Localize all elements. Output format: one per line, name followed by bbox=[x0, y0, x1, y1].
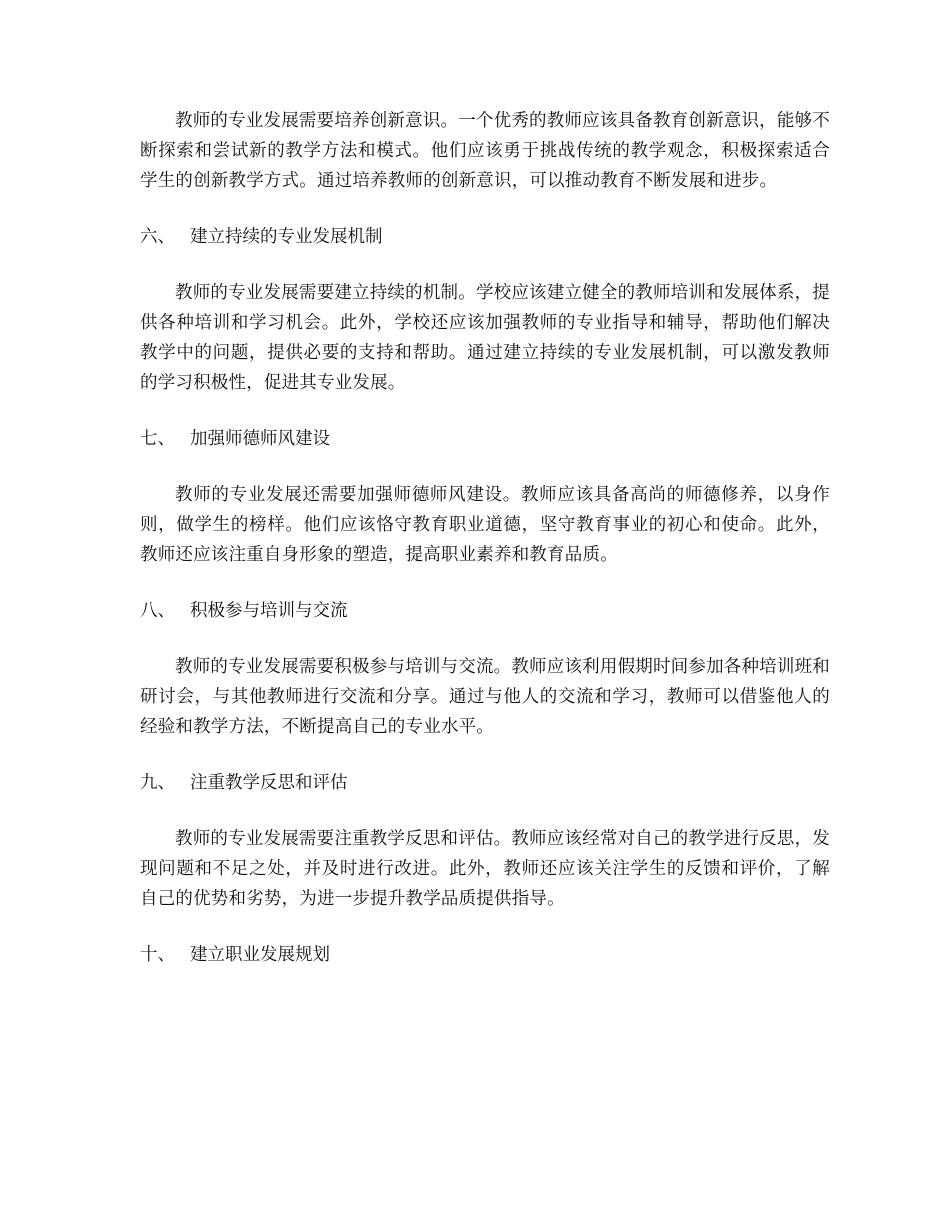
paragraph-innovation: 教师的专业发展需要培养创新意识。一个优秀的教师应该具备教育创新意识，能够不断探索和尝试新的教学方法和模式。他们应该勇于挑战传统的教学观念，积极探索适合学生的创新教学方式。通过培养教师的创新意识，可以推动教育不断发展和进步。 bbox=[140, 111, 830, 191]
paragraph-ethics: 教师的专业发展还需要加强师德师风建设。教师应该具备高尚的师德修养，以身作则，做学生的榜样。他们应该恪守教育职业道德，坚守教育事业的初心和使命。此外，教师还应该注重自身形象的塑造，提高职业素养和教育品质。 bbox=[140, 485, 830, 565]
section-title: 建立持续的专业发展机制 bbox=[190, 227, 383, 247]
section-number: 七、 bbox=[140, 429, 175, 449]
section-title: 注重教学反思和评估 bbox=[190, 773, 348, 793]
section-number: 八、 bbox=[140, 601, 175, 621]
section-title: 积极参与培训与交流 bbox=[190, 601, 348, 621]
section-title: 加强师德师风建设 bbox=[190, 429, 330, 449]
section-title: 建立职业发展规划 bbox=[190, 945, 330, 965]
section-heading-10 bbox=[140, 940, 830, 970]
section-number: 九、 bbox=[140, 773, 175, 793]
section-number: 十、 bbox=[140, 945, 175, 965]
section-heading-7 bbox=[140, 424, 830, 454]
paragraph-mechanism: 教师的专业发展需要建立持续的机制。学校应该建立健全的教师培训和发展体系，提供各种培训和学习机会。此外，学校还应该加强教师的专业指导和辅导，帮助他们解决教学中的问题，提供必要的支持和帮助。通过建立持续的专业发展机制，可以激发教师的学习积极性，促进其专业发展。 bbox=[140, 283, 830, 393]
paragraph-reflection: 教师的专业发展需要注重教学反思和评估。教师应该经常对自己的教学进行反思，发现问题和不足之处，并及时进行改进。此外，教师还应该关注学生的反馈和评价，了解自己的优势和劣势，为进一步提升教学品质提供指导。 bbox=[140, 829, 830, 909]
paragraph-training: 教师的专业发展需要积极参与培训与交流。教师应该利用假期时间参加各种培训班和研讨会，与其他教师进行交流和分享。通过与他人的交流和学习，教师可以借鉴他人的经验和教学方法，不断提高自己的专业水平。 bbox=[140, 657, 830, 737]
section-heading-8 bbox=[140, 596, 830, 626]
section-number: 六、 bbox=[140, 227, 175, 247]
section-heading-9 bbox=[140, 768, 830, 798]
section-heading-6 bbox=[140, 222, 830, 252]
document-body bbox=[140, 106, 830, 996]
